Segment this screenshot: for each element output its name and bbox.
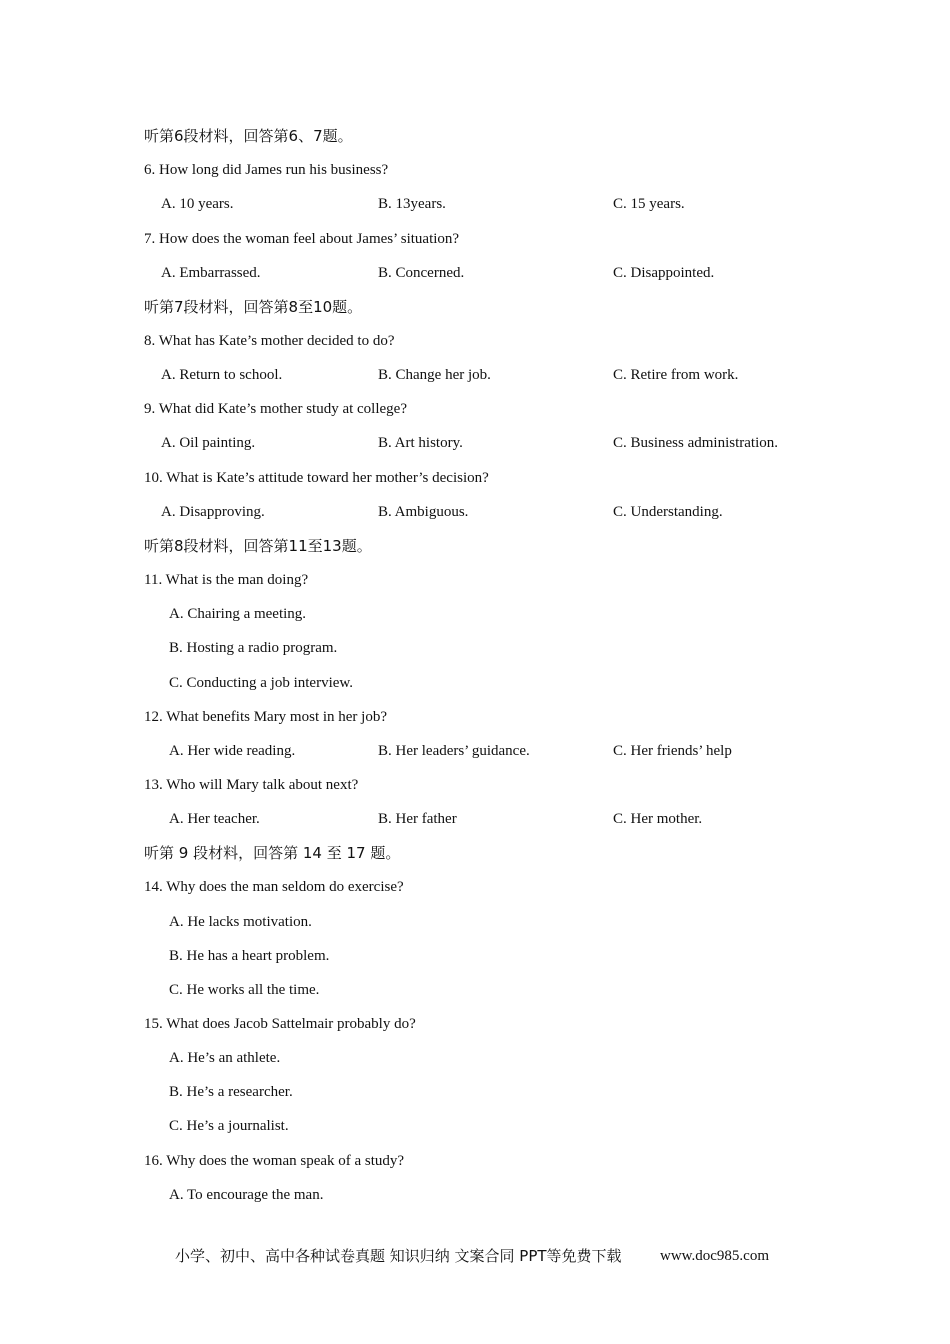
option-b: B. Ambiguous. [378,504,469,520]
question-text: 16. Why does the woman speak of a study? [144,1153,405,1169]
question [0,228,950,250]
option-line [0,979,950,1001]
option-c: C. Retire from work. [613,367,739,383]
option-a: A. Embarrassed. [161,265,261,281]
options-row [0,432,950,454]
option-b: B. Hosting a radio program. [169,640,338,656]
option-b: B. Art history. [378,435,463,451]
option-b: B. He has a heart problem. [169,948,330,964]
question [0,330,950,352]
section-header [0,296,950,318]
option-a: A. 10 years. [161,196,234,212]
option-c: C. Her friends’ help [613,743,732,759]
question-text: 15. What does Jacob Sattelmair probably do? [144,1016,416,1032]
question [0,774,950,796]
option-line [0,1184,950,1206]
question-text: 10. What is Kate’s attitude toward her mother’s decision? [144,470,489,486]
option-b: B. Concerned. [378,265,465,281]
options-row [0,740,950,762]
section-header [0,125,950,147]
section-header-text: 听第6段材料，回答第6、7题。 [144,127,353,145]
option-a: A. Her wide reading. [169,743,296,759]
question [0,1013,950,1035]
option-c: C. Business administration. [613,435,778,451]
option-b: B. 13years. [378,196,446,212]
option-a: A. He lacks motivation. [169,914,312,930]
option-line [0,1047,950,1069]
question-text: 8. What has Kate’s mother decided to do? [144,333,395,349]
option-c: C. He’s a journalist. [169,1118,289,1134]
section-header-text: 听第7段材料，回答第8至10题。 [144,298,363,316]
question-text: 12. What benefits Mary most in her job? [144,709,388,725]
question-text: 14. Why does the man seldom do exercise? [144,879,404,895]
option-line [0,911,950,933]
option-line [0,672,950,694]
section-header-text: 听第8段材料，回答第11至13题。 [144,537,372,555]
question [0,876,950,898]
question [0,1150,950,1172]
option-b: B. Change her job. [378,367,491,383]
question [0,706,950,728]
options-row [0,501,950,523]
option-a: A. To encourage the man. [169,1187,324,1203]
question [0,398,950,420]
footer-text: 小学、初中、高中各种试卷真题 知识归纳 文案合同 PPT等免费下载 [175,1247,622,1265]
options-row [0,808,950,830]
question-text: 13. Who will Mary talk about next? [144,777,359,793]
option-a: A. He’s an athlete. [169,1050,281,1066]
footer-url[interactable]: www.doc985.com [660,1248,770,1264]
option-a: A. Chairing a meeting. [169,606,307,622]
question [0,569,950,591]
option-b: B. Her leaders’ guidance. [378,743,530,759]
option-a: A. Return to school. [161,367,283,383]
option-b: B. He’s a researcher. [169,1084,293,1100]
options-row [0,364,950,386]
option-c: C. He works all the time. [169,982,320,998]
question-text: 11. What is the man doing? [144,572,309,588]
question [0,159,950,181]
page-footer [0,1244,950,1268]
question-text: 7. How does the woman feel about James’ situation? [144,231,460,247]
question-text: 9. What did Kate’s mother study at college? [144,401,407,417]
section-header [0,535,950,557]
option-line [0,637,950,659]
option-c: C. Her mother. [613,811,703,827]
option-a: A. Disapproving. [161,504,265,520]
option-line [0,603,950,625]
option-c: C. Conducting a job interview. [169,675,353,691]
section-header-text: 听第 9 段材料，回答第 14 至 17 题。 [144,844,401,862]
section-header [0,842,950,864]
option-a: A. Oil painting. [161,435,256,451]
options-row [0,193,950,215]
option-line [0,945,950,967]
option-a: A. Her teacher. [169,811,260,827]
option-line [0,1115,950,1137]
option-c: C. Disappointed. [613,265,715,281]
options-row [0,262,950,284]
option-c: C. 15 years. [613,196,685,212]
option-b: B. Her father [378,811,457,827]
question [0,467,950,489]
option-c: C. Understanding. [613,504,723,520]
question-text: 6. How long did James run his business? [144,162,389,178]
option-line [0,1081,950,1103]
